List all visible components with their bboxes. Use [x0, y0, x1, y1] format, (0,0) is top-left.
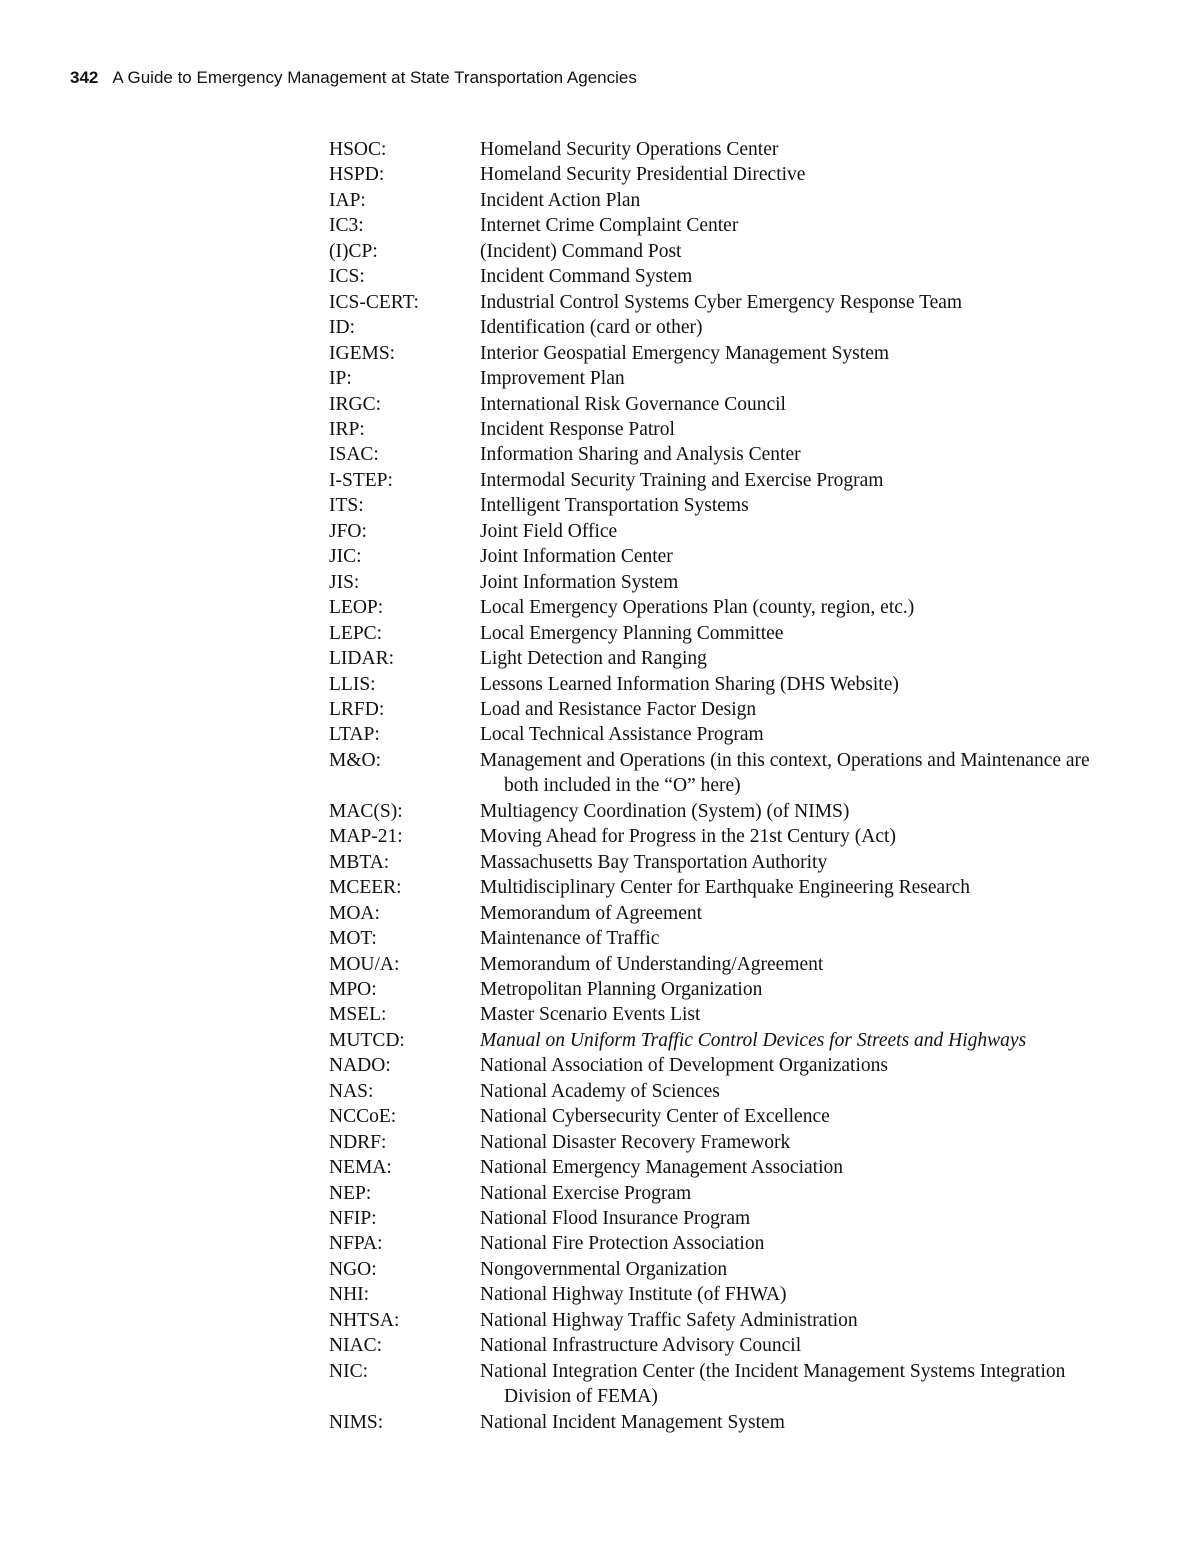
acronym-entry: [329, 315, 1119, 340]
acronym-entry: [329, 239, 1119, 264]
acronym-entry: [329, 1053, 1119, 1078]
acronym-definition: Metropolitan Planning Organization: [480, 978, 763, 1000]
acronym-term: NGO:: [329, 1258, 377, 1280]
acronym-term: LLIS:: [329, 673, 376, 695]
acronym-entry: [329, 442, 1119, 467]
acronym-definition: Homeland Security Presidential Directive: [480, 164, 806, 186]
acronym-term: IRP:: [329, 418, 365, 440]
acronym-term: LTAP:: [329, 724, 380, 746]
acronym-definition: Incident Command System: [480, 266, 693, 288]
acronym-definition: Intelligent Transportation Systems: [480, 495, 749, 517]
acronym-entry: [329, 697, 1119, 722]
acronym-entry: [329, 1359, 1119, 1410]
acronym-entry: [329, 672, 1119, 697]
acronym-term: MUTCD:: [329, 1029, 405, 1051]
acronym-entry: [329, 748, 1119, 799]
acronym-entry: [329, 1130, 1119, 1155]
acronym-term: NAS:: [329, 1080, 374, 1102]
acronym-entry: [329, 519, 1119, 544]
acronym-term: NFIP:: [329, 1208, 377, 1230]
acronym-definition: National Highway Institute (of FHWA): [480, 1284, 787, 1306]
acronym-entry: [329, 570, 1119, 595]
acronym-entry: [329, 1206, 1119, 1231]
acronym-definition: Incident Response Patrol: [480, 418, 675, 440]
acronym-definition: National Integration Center (the Incident Management Systems Integration Division of FEMA): [480, 1360, 1066, 1408]
acronym-term: MOA:: [329, 902, 380, 924]
acronym-definition: Load and Resistance Factor Design: [480, 698, 757, 720]
acronym-entry: [329, 824, 1119, 849]
acronym-term: MBTA:: [329, 851, 390, 873]
acronym-entry: [329, 290, 1119, 315]
acronym-entry: [329, 392, 1119, 417]
acronym-definition: National Fire Protection Association: [480, 1233, 765, 1255]
acronym-term: MAC(S):: [329, 800, 403, 822]
acronym-entry: [329, 1028, 1119, 1053]
acronym-entry: [329, 366, 1119, 391]
acronym-definition: Local Emergency Planning Committee: [480, 622, 784, 644]
acronym-definition: Joint Information System: [480, 571, 679, 593]
acronym-definition: National Highway Traffic Safety Administration: [480, 1309, 858, 1331]
acronym-entry: [329, 213, 1119, 238]
acronym-term: NIMS:: [329, 1411, 384, 1433]
acronym-definition: Manual on Uniform Traffic Control Devices for Streets and Highways: [480, 1029, 1027, 1051]
acronym-entry: [329, 417, 1119, 442]
acronym-term: NHI:: [329, 1284, 370, 1306]
acronym-definition: Maintenance of Traffic: [480, 928, 660, 950]
acronym-entry: [329, 1002, 1119, 1027]
acronym-entry: [329, 875, 1119, 900]
acronym-entry: [329, 799, 1119, 824]
acronym-definition: Multiagency Coordination (System) (of NIMS): [480, 800, 850, 822]
acronym-term: NIAC:: [329, 1335, 383, 1357]
acronym-definition: Master Scenario Events List: [480, 1004, 701, 1026]
acronym-entry: [329, 722, 1119, 747]
acronym-definition: Massachusetts Bay Transportation Authority: [480, 851, 828, 873]
acronym-term: HSPD:: [329, 164, 385, 186]
acronym-term: ITS:: [329, 495, 364, 517]
acronym-entry: [329, 901, 1119, 926]
acronym-term: ISAC:: [329, 444, 379, 466]
acronym-definition: Homeland Security Operations Center: [480, 139, 779, 160]
acronym-entry: [329, 493, 1119, 518]
acronym-definition: International Risk Governance Council: [480, 393, 786, 415]
acronym-term: JIC:: [329, 546, 362, 568]
acronym-term: IRGC:: [329, 393, 382, 415]
acronym-term: NFPA:: [329, 1233, 383, 1255]
acronym-definition: National Association of Development Organizations: [480, 1055, 888, 1077]
acronym-definition: Internet Crime Complaint Center: [480, 215, 739, 237]
acronym-entry: [329, 1282, 1119, 1307]
acronym-definition: Industrial Control Systems Cyber Emergency Response Team: [480, 291, 963, 313]
acronym-entry: [329, 926, 1119, 951]
acronym-list: [329, 137, 1119, 1435]
acronym-definition: Memorandum of Understanding/Agreement: [480, 953, 824, 975]
acronym-entry: [329, 188, 1119, 213]
acronym-entry: [329, 1410, 1119, 1435]
acronym-entry: [329, 1308, 1119, 1333]
acronym-definition: National Exercise Program: [480, 1182, 692, 1204]
acronym-term: LEPC:: [329, 622, 383, 644]
acronym-term: NADO:: [329, 1055, 391, 1077]
acronym-definition: Incident Action Plan: [480, 189, 641, 211]
acronym-term: JFO:: [329, 520, 367, 542]
acronym-definition: National Academy of Sciences: [480, 1080, 720, 1102]
acronym-definition: Joint Information Center: [480, 546, 673, 568]
acronym-definition: Light Detection and Ranging: [480, 648, 707, 670]
acronym-term: MOU/A:: [329, 953, 400, 975]
acronym-definition: Local Technical Assistance Program: [480, 724, 764, 746]
acronym-term: NIC:: [329, 1360, 368, 1382]
acronym-entry: [329, 1333, 1119, 1358]
acronym-entry: [329, 850, 1119, 875]
acronym-definition: Identification (card or other): [480, 317, 703, 339]
acronym-term: IP:: [329, 368, 352, 390]
acronym-term: MSEL:: [329, 1004, 387, 1026]
acronym-term: ICS:: [329, 266, 365, 288]
acronym-term: ID:: [329, 317, 355, 339]
acronym-definition: Information Sharing and Analysis Center: [480, 444, 801, 466]
acronym-entry: [329, 1181, 1119, 1206]
acronym-definition: Joint Field Office: [480, 520, 618, 542]
acronym-entry: [329, 646, 1119, 671]
acronym-entry: [329, 468, 1119, 493]
acronym-term: IC3:: [329, 215, 364, 237]
acronym-entry: [329, 977, 1119, 1002]
acronym-definition: Improvement Plan: [480, 368, 625, 390]
acronym-definition: (Incident) Command Post: [480, 240, 682, 262]
acronym-term: (I)CP:: [329, 240, 378, 262]
acronym-term: NDRF:: [329, 1131, 387, 1153]
page-number: 342: [70, 68, 99, 87]
acronym-definition: Memorandum of Agreement: [480, 902, 703, 924]
acronym-entry: [329, 544, 1119, 569]
acronym-entry: [329, 137, 1119, 162]
acronym-definition: Lessons Learned Information Sharing (DHS Website): [480, 673, 899, 695]
acronym-term: MOT:: [329, 928, 377, 950]
acronym-term: ICS-CERT:: [329, 291, 419, 313]
acronym-entry: [329, 1079, 1119, 1104]
acronym-term: LIDAR:: [329, 648, 394, 670]
acronym-entry: [329, 1231, 1119, 1256]
acronym-definition: Moving Ahead for Progress in the 21st Century (Act): [480, 826, 896, 848]
acronym-entry: [329, 341, 1119, 366]
acronym-definition: National Infrastructure Advisory Council: [480, 1335, 802, 1357]
acronym-term: LEOP:: [329, 597, 384, 619]
acronym-definition: Multidisciplinary Center for Earthquake Engineering Research: [480, 877, 971, 899]
book-title: A Guide to Emergency Management at State Transportation Agencies: [112, 68, 637, 87]
acronym-term: IAP:: [329, 189, 366, 211]
acronym-term: IGEMS:: [329, 342, 396, 364]
acronym-term: MPO:: [329, 978, 377, 1000]
acronym-definition: Nongovernmental Organization: [480, 1258, 728, 1280]
acronym-definition: National Disaster Recovery Framework: [480, 1131, 791, 1153]
acronym-definition: Interior Geospatial Emergency Management System: [480, 342, 890, 364]
acronym-term: MCEER:: [329, 877, 402, 899]
acronym-definition: National Incident Management System: [480, 1411, 785, 1433]
acronym-definition: National Flood Insurance Program: [480, 1208, 751, 1230]
acronym-entry: [329, 595, 1119, 620]
acronym-definition: Intermodal Security Training and Exercise Program: [480, 469, 884, 491]
acronym-entry: [329, 952, 1119, 977]
acronym-entry: [329, 162, 1119, 187]
acronym-entry: [329, 1104, 1119, 1129]
acronym-term: LRFD:: [329, 698, 385, 720]
acronym-term: NHTSA:: [329, 1309, 400, 1331]
running-head: [70, 66, 637, 90]
acronym-term: NCCoE:: [329, 1106, 397, 1128]
acronym-entry: [329, 264, 1119, 289]
acronym-term: I-STEP:: [329, 469, 393, 491]
acronym-term: NEMA:: [329, 1157, 392, 1179]
acronym-entry: [329, 621, 1119, 646]
acronym-term: M&O:: [329, 749, 382, 771]
acronym-term: NEP:: [329, 1182, 372, 1204]
acronym-definition: Local Emergency Operations Plan (county, region, etc.): [480, 597, 915, 619]
acronym-definition: Management and Operations (in this context, Operations and Maintenance are both included in the “O” here): [480, 749, 1090, 797]
acronym-term: JIS:: [329, 571, 360, 593]
acronym-definition: National Cybersecurity Center of Excellence: [480, 1106, 830, 1128]
acronym-entry: [329, 1155, 1119, 1180]
acronym-definition: National Emergency Management Association: [480, 1157, 843, 1179]
acronym-entry: [329, 1257, 1119, 1282]
acronym-term: MAP-21:: [329, 826, 403, 848]
acronym-term: HSOC:: [329, 139, 387, 160]
